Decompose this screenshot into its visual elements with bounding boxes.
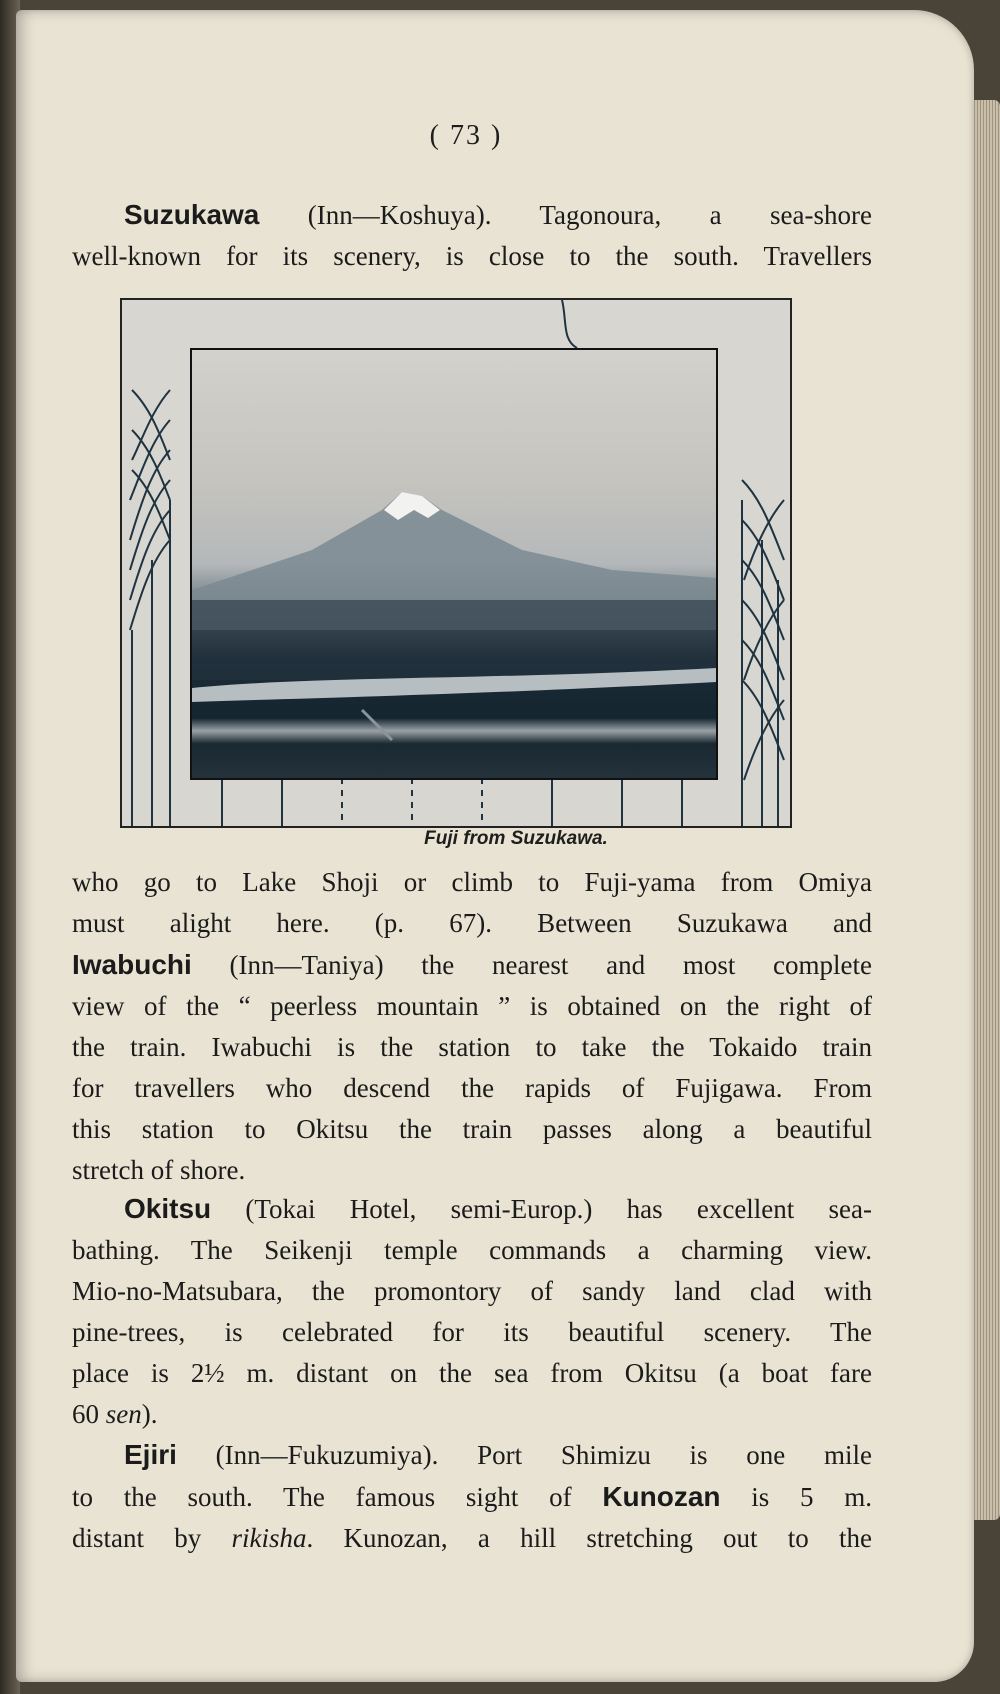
text-line: Suzukawa (Inn—Koshuya). Tagonoura, a sea-shore bbox=[124, 199, 872, 230]
place-name-ejiri: Ejiri bbox=[124, 1439, 177, 1470]
text-line: 60 sen). bbox=[72, 1399, 158, 1429]
text-line: place is 2½ m. distant on the sea from Okitsu (a boat fare bbox=[72, 1358, 872, 1388]
page-number: ( 73 ) bbox=[429, 120, 503, 151]
text-line: distant by rikisha. Kunozan, a hill stretching out to the bbox=[72, 1523, 873, 1553]
text-line: must alight here. (p. 67). Between Suzukawa and bbox=[72, 908, 872, 938]
text-line: pine-trees, is celebrated for its beautiful scenery. The bbox=[72, 1317, 872, 1347]
text-line: Mio-no-Matsubara, the promontory of sandy land clad with bbox=[72, 1276, 872, 1306]
paragraph-iwabuchi bbox=[72, 862, 872, 1191]
text-line: for travellers who descend the rapids of Fujigawa. From bbox=[72, 1073, 872, 1103]
place-name-okitsu: Okitsu bbox=[124, 1193, 212, 1224]
book-page bbox=[16, 10, 974, 1682]
text-line: bathing. The Seikenji temple commands a charming view. bbox=[72, 1235, 872, 1265]
text-line: Ejiri (Inn—Fukuzumiya). Port Shimizu is one mile bbox=[124, 1439, 872, 1470]
mount-fuji-silhouette bbox=[192, 350, 716, 778]
illustration-frame bbox=[120, 298, 792, 828]
page-edges bbox=[972, 100, 1000, 1520]
text-line: well-known for its scenery, is close to the south. Travellers bbox=[72, 241, 872, 271]
paragraph-suzukawa bbox=[72, 194, 872, 277]
text-line: Okitsu (Tokai Hotel, semi-Europ.) has excellent sea- bbox=[124, 1193, 872, 1224]
figure-caption: Fuji from Suzukawa. bbox=[424, 828, 608, 849]
text-line: Iwabuchi (Inn—Taniya) the nearest and most complete bbox=[72, 949, 872, 980]
place-name-iwabuchi: Iwabuchi bbox=[72, 949, 192, 980]
paragraph-ejiri bbox=[72, 1434, 872, 1559]
paragraph-okitsu bbox=[72, 1188, 872, 1435]
text-line: stretch of shore. bbox=[72, 1155, 246, 1185]
text-line: who go to Lake Shoji or climb to Fuji-yama from Omiya bbox=[72, 867, 872, 897]
place-name-suzukawa: Suzukawa bbox=[124, 199, 260, 230]
text-line: this station to Okitsu the train passes along a beautiful bbox=[72, 1114, 872, 1144]
text-line: view of the “ peerless mountain ” is obtained on the right of bbox=[72, 991, 872, 1021]
place-name-kunozan: Kunozan bbox=[602, 1481, 721, 1512]
photo-mount-fuji bbox=[190, 348, 718, 780]
text-line: to the south. The famous sight of Kunozan is 5 m. bbox=[72, 1481, 872, 1512]
text-line: the train. Iwabuchi is the station to take the Tokaido train bbox=[72, 1032, 872, 1062]
